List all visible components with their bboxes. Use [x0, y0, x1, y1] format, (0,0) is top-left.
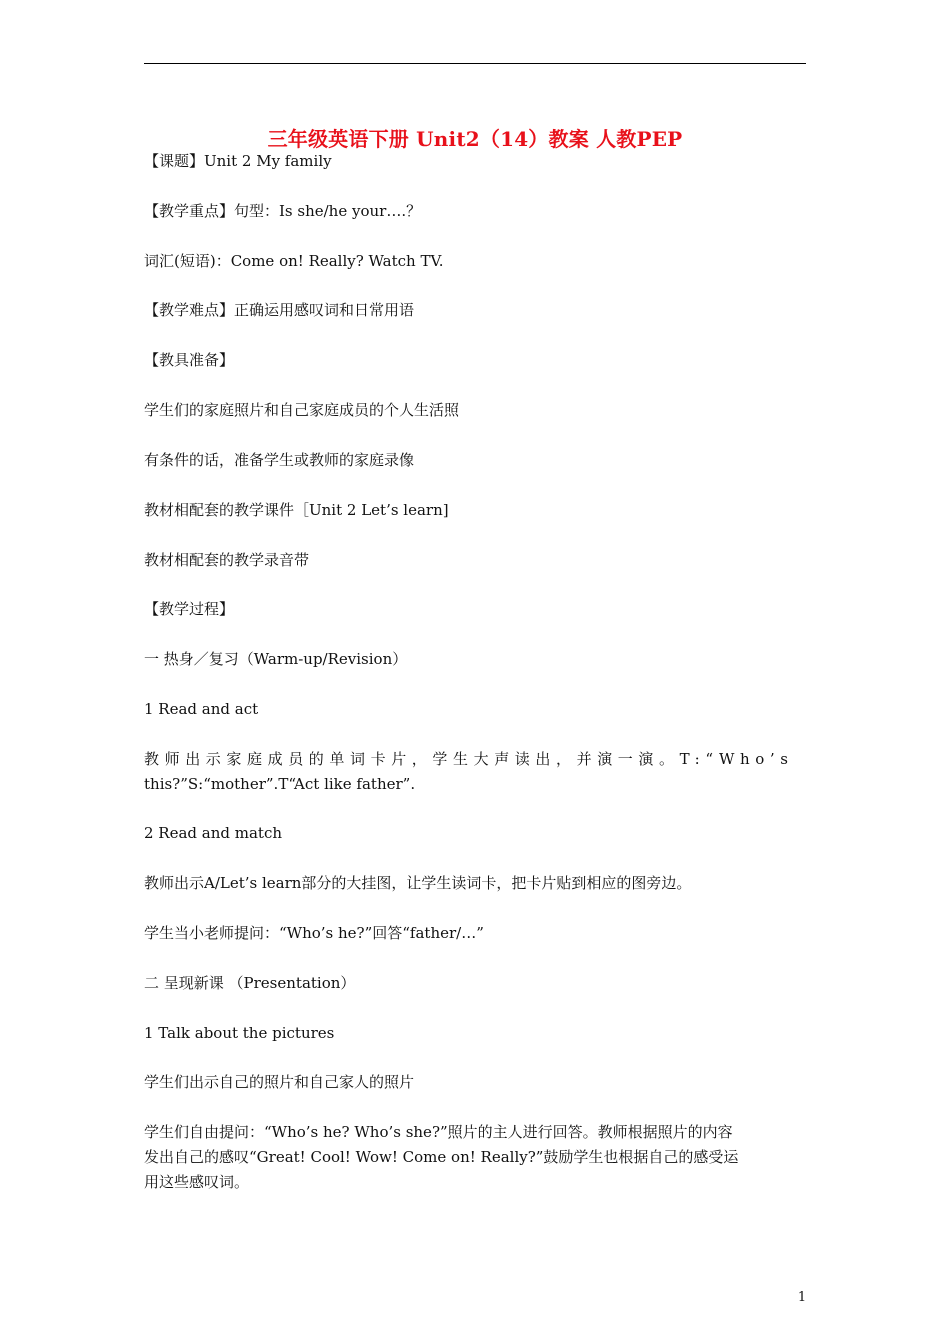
document-title: 三年级英语下册 Unit2（14）教案 人教PEP [267, 127, 683, 151]
materials-heading: 【教具准备】 [144, 351, 235, 369]
teaching-difficulty: 【教学难点】正确运用感叹词和日常用语 [144, 301, 415, 319]
vocabulary-line: 词汇(短语)：Come on! Really? Watch TV. [144, 252, 444, 270]
materials-item: 教材相配套的教学录音带 [144, 551, 310, 569]
body-paragraph: 学生们出示自己的照片和自己家人的照片 [144, 1073, 415, 1091]
teaching-focus: 【教学重点】句型：Is she/he your….？ [144, 202, 422, 220]
step-heading: 1 Talk about the pictures [144, 1024, 335, 1042]
body-paragraph: 学生当小老师提问：“Who’s he?”回答“father/…” [144, 924, 484, 942]
body-paragraph: 学生们自由提问：“Who’s he? Who’s she?”照片的主人进行回答。教师根据照片的内容 [144, 1123, 733, 1141]
step-heading: 1 Read and act [144, 700, 259, 718]
materials-item: 有条件的话，准备学生或教师的家庭录像 [144, 451, 415, 469]
body-paragraph-continued: this?”S:“mother”.T“Act like father”. [144, 775, 416, 793]
body-paragraph-continued: 发出自己的感叹“Great! Cool! Wow! Come on! Really?”鼓励学生也根据自己的感受运 [144, 1148, 739, 1166]
step-heading: 2 Read and match [144, 824, 283, 842]
page-number: 1 [797, 1290, 807, 1305]
lesson-topic: 【课题】Unit 2 My family [144, 152, 332, 170]
section-heading: 一 热身／复习（Warm-up/Revision） [144, 650, 408, 668]
header-rule [144, 63, 806, 64]
section-heading: 二 呈现新课 （Presentation） [144, 974, 356, 992]
materials-item: 学生们的家庭照片和自己家庭成员的个人生活照 [144, 401, 460, 419]
materials-item: 教材相配套的教学课件［Unit 2 Let’s learn] [144, 501, 449, 519]
process-heading: 【教学过程】 [144, 600, 235, 618]
body-paragraph: 教师出示A/Let’s learn部分的大挂图，让学生读词卡，把卡片贴到相应的图旁边。 [144, 874, 692, 892]
body-paragraph-continued: 用这些感叹词。 [144, 1173, 250, 1191]
body-paragraph: 教师出示家庭成员的单词卡片，学生大声读出，并演一演。T:“Who’s [144, 750, 794, 768]
